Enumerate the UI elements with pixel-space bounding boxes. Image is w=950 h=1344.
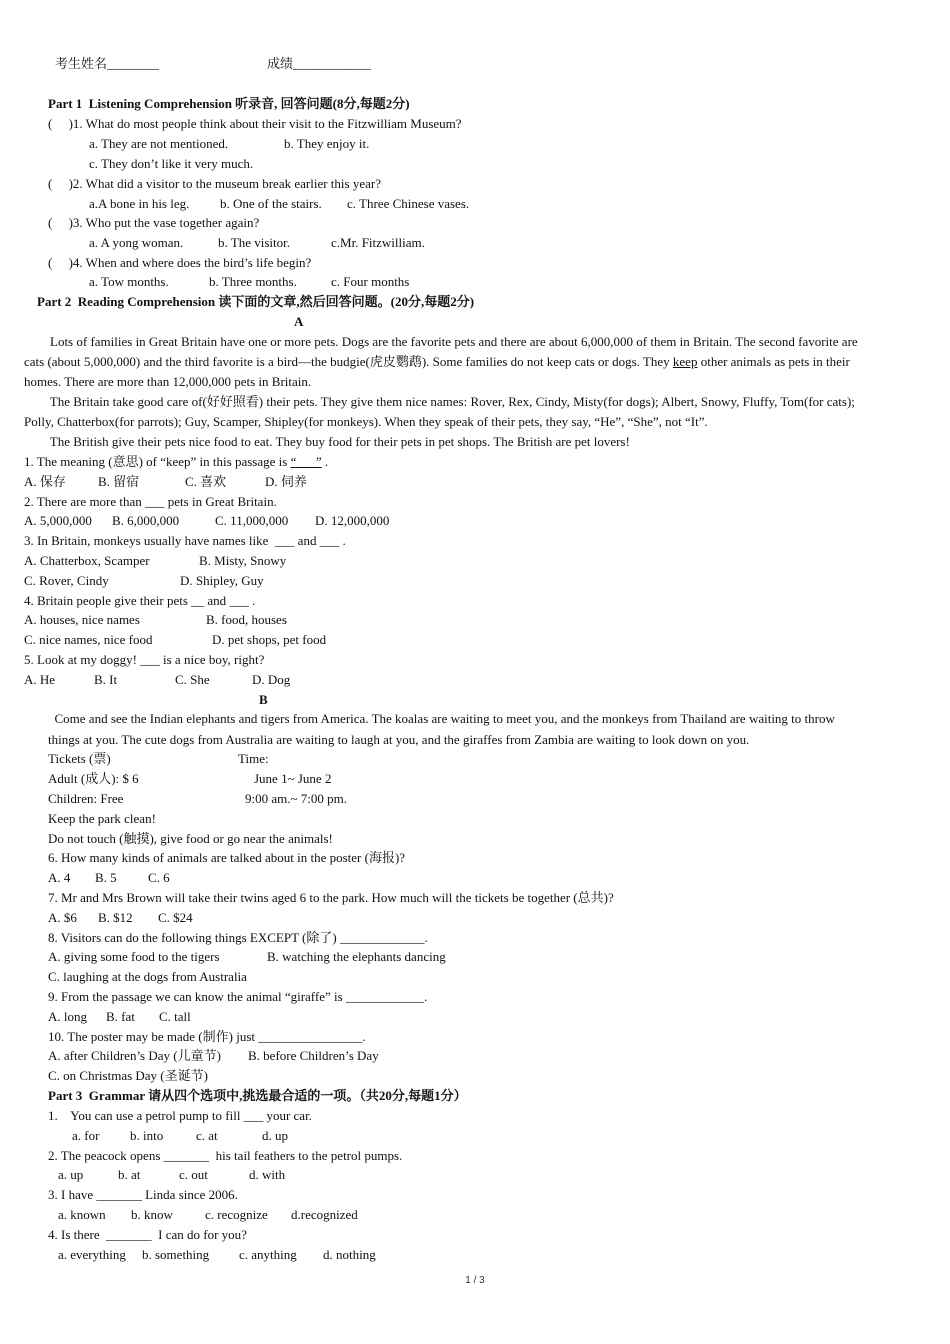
qb8-opt-a: A. giving some food to the tigers [48,949,220,964]
qa1-opt-b: B. 留宿 [98,474,140,489]
qa2-opt-b: B. 6,000,000 [112,513,180,528]
qa4-opt-a: A. houses, nice names [24,612,140,627]
passage-a-line: The Britain take good care of(好好照看) their pets. They give them nice names: Rover, Rex, Cindy, Misty(for dogs); Albert, Snowy, Fluffy, Tom(for cats); [24,394,855,409]
qa5-opt-a: A. He [24,672,56,687]
part3-q1-opt-c: c. at [196,1128,218,1143]
part3-q4-stem: 4. Is there _______ I can do for you? [48,1227,247,1242]
part3-q3-opt-b: b. know [131,1207,173,1222]
qa2-opt-a: A. 5,000,000 [24,513,92,528]
qb9-opt-a: A. long [48,1009,87,1024]
qb10-opt-b: B. before Children’s Day [248,1048,379,1063]
qb6-opt-c: C. 6 [148,870,170,885]
qa5-opt-c: C. She [175,672,210,687]
part1-q1-opt-b: b. They enjoy it. [284,136,370,151]
qa3-opt-c: C. Rover, Cindy [24,573,109,588]
part3-q2-opt-a: a. up [58,1167,84,1182]
part1-q3-stem: ( )3. Who put the vase together again? [48,215,260,230]
qb10-stem: 10. The poster may be made (制作) just ________________. [48,1029,366,1044]
qb7-opt-a: A. $6 [48,910,77,925]
qb7-opt-b: B. $12 [98,910,133,925]
part3-q4-opt-b: b. something [142,1247,210,1262]
qb6-stem: 6. How many kinds of animals are talked about in the poster (海报)? [48,850,406,865]
qa3-opt-a: A. Chatterbox, Scamper [24,553,150,568]
part3-q4-opt-a: a. everything [58,1247,126,1262]
part3-q4-opt-d: d. nothing [323,1247,376,1262]
page-number: 1 / 3 [465,1275,485,1286]
part3-q3-opt-c: c. recognize [205,1207,268,1222]
poster-rule: Keep the park clean! [48,811,156,826]
qa1-stem: 1. The meaning (意思) of “keep” in this passage is “___” . [24,454,329,469]
poster-children-price: Children: Free [48,791,124,806]
passage-b-heading: B [259,692,268,707]
part3-q1-opt-b: b. into [130,1128,164,1143]
qa3-opt-d: D. Shipley, Guy [180,573,264,588]
part1-q3-opt-c: c.Mr. Fitzwilliam. [331,235,425,250]
poster-time-label: Time: [238,751,269,766]
passage-a-heading: A [294,314,304,329]
qa4-opt-c: C. nice names, nice food [24,632,153,647]
part3-title: Part 3 Grammar 请从四个选项中,挑选最合适的一项。（共20分,每题1分） [48,1088,467,1103]
qb7-stem: 7. Mr and Mrs Brown will take their twins aged 6 to the park. How much will the tickets be together (总共)? [48,890,614,905]
part2-title: Part 2 Reading Comprehension 读下面的文章,然后回答问题。(20分,每题2分) [37,294,475,309]
poster-adult-price: Adult (成人): $ 6 [48,771,139,786]
qb6-opt-a: A. 4 [48,870,71,885]
poster-rule: Do not touch (触摸), give food or go near the animals! [48,831,333,846]
passage-b-line: Come and see the Indian elephants and tigers from America. The koalas are waiting to meet you, and the monkeys from Thailand are waiting to throw [48,711,835,726]
part3-q2-stem: 2. The peacock opens _______ his tail feathers to the petrol pumps. [48,1148,403,1163]
passage-b-line: things at you. The cute dogs from Australia are waiting to laugh at you, and the giraffes from Zambia are waiting to look down on you. [48,732,750,747]
qa1-opt-c: C. 喜欢 [185,474,227,489]
qa2-stem: 2. There are more than ___ pets in Great Britain. [24,494,277,509]
qa2-opt-c: C. 11,000,000 [215,513,289,528]
passage-a-line: Polly, Chatterbox(for parrots); Guy, Scamper, Shipley(for monkeys). When they speak of their pets, they say, “He”, “She”, not “It”. [24,414,708,429]
qb8-stem: 8. Visitors can do the following things EXCEPT (除了) _____________. [48,930,428,945]
part3-q4-opt-c: c. anything [239,1247,297,1262]
qa5-stem: 5. Look at my doggy! ___ is a nice boy, right? [24,652,265,667]
qb10-opt-c: C. on Christmas Day (圣诞节) [48,1068,208,1083]
poster-dates: June 1~ June 2 [254,771,332,786]
part3-q1-stem: 1. You can use a petrol pump to fill ___ your car. [48,1108,312,1123]
poster-hours: 9:00 am.~ 7:00 pm. [245,791,348,806]
part3-q3-opt-a: a. known [58,1207,106,1222]
qa3-opt-b: B. Misty, Snowy [199,553,287,568]
qb7-opt-c: C. $24 [158,910,193,925]
part1-q2-stem: ( )2. What did a visitor to the museum break earlier this year? [48,176,381,191]
part1-q4-opt-b: b. Three months. [209,274,297,289]
part3-q2-opt-d: d. with [249,1167,286,1182]
part1-q2-opt-a: a.A bone in his leg. [89,196,190,211]
part1-q2-opt-b: b. One of the stairs. [220,196,322,211]
poster-tickets-label: Tickets (票) [48,751,111,766]
part3-q2-opt-b: b. at [118,1167,141,1182]
qb9-stem: 9. From the passage we can know the animal “giraffe” is ____________. [48,989,428,1004]
part1-q2-opt-c: c. Three Chinese vases. [347,196,470,211]
qa4-opt-b: B. food, houses [206,612,287,627]
keep-underlined-word: keep [672,354,698,369]
part3-q1-opt-d: d. up [262,1128,288,1143]
qb10-opt-a: A. after Children’s Day (儿童节) [48,1048,221,1063]
qa4-opt-d: D. pet shops, pet food [212,632,327,647]
qa2-opt-d: D. 12,000,000 [315,513,390,528]
qb6-opt-b: B. 5 [95,870,117,885]
part1-q3-opt-b: b. The visitor. [218,235,290,250]
candidate-name-field: 考生姓名________ [55,56,160,71]
part3-q3-stem: 3. I have _______ Linda since 2006. [48,1187,238,1202]
qb8-opt-c: C. laughing at the dogs from Australia [48,969,247,984]
qa3-stem: 3. In Britain, monkeys usually have names like ___ and ___ . [24,533,346,548]
score-field: 成绩____________ [267,56,372,71]
qa5-opt-d: D. Dog [252,672,291,687]
qb8-opt-b: B. watching the elephants dancing [267,949,446,964]
part1-q4-stem: ( )4. When and where does the bird’s life begin? [48,255,312,270]
part1-q4-opt-c: c. Four months [331,274,410,289]
part1-q1-opt-c: c. They don’t like it very much. [89,156,254,171]
part1-q4-opt-a: a. Tow months. [89,274,169,289]
qa1-opt-d: D. 伺养 [265,474,307,489]
qb9-opt-c: C. tall [159,1009,191,1024]
part3-q2-opt-c: c. out [179,1167,208,1182]
passage-a-line: Lots of families in Great Britain have one or more pets. Dogs are the favorite pets and there are about 6,000,000 of them in Britain. The second favorite are [24,334,858,349]
part1-q1-opt-a: a. They are not mentioned. [89,136,229,151]
qa5-opt-b: B. It [94,672,118,687]
qa1-opt-a: A. 保存 [24,474,66,489]
qb9-opt-b: B. fat [106,1009,135,1024]
part1-q1-stem: ( )1. What do most people think about their visit to the Fitzwilliam Museum? [48,116,462,131]
part1-title: Part 1 Listening Comprehension 听录音, 回答问题(8分,每题2分) [48,96,410,111]
qa4-stem: 4. Britain people give their pets __ and ___ . [24,593,256,608]
part3-q3-opt-d: d.recognized [291,1207,358,1222]
passage-a-line: homes. There are more than 12,000,000 pets in Britain. [24,374,312,389]
passage-a-line: The British give their pets nice food to eat. They buy food for their pets in pet shops. The British are pet lovers! [24,434,630,449]
part3-q1-opt-a: a. for [72,1128,100,1143]
passage-a-line: cats (about 5,000,000) and the third favorite is a bird—the budgie(虎皮鹦鹉). Some families do not keep cats or dogs. They keep other animals as pets in their [24,354,850,369]
part1-q3-opt-a: a. A yong woman. [89,235,184,250]
